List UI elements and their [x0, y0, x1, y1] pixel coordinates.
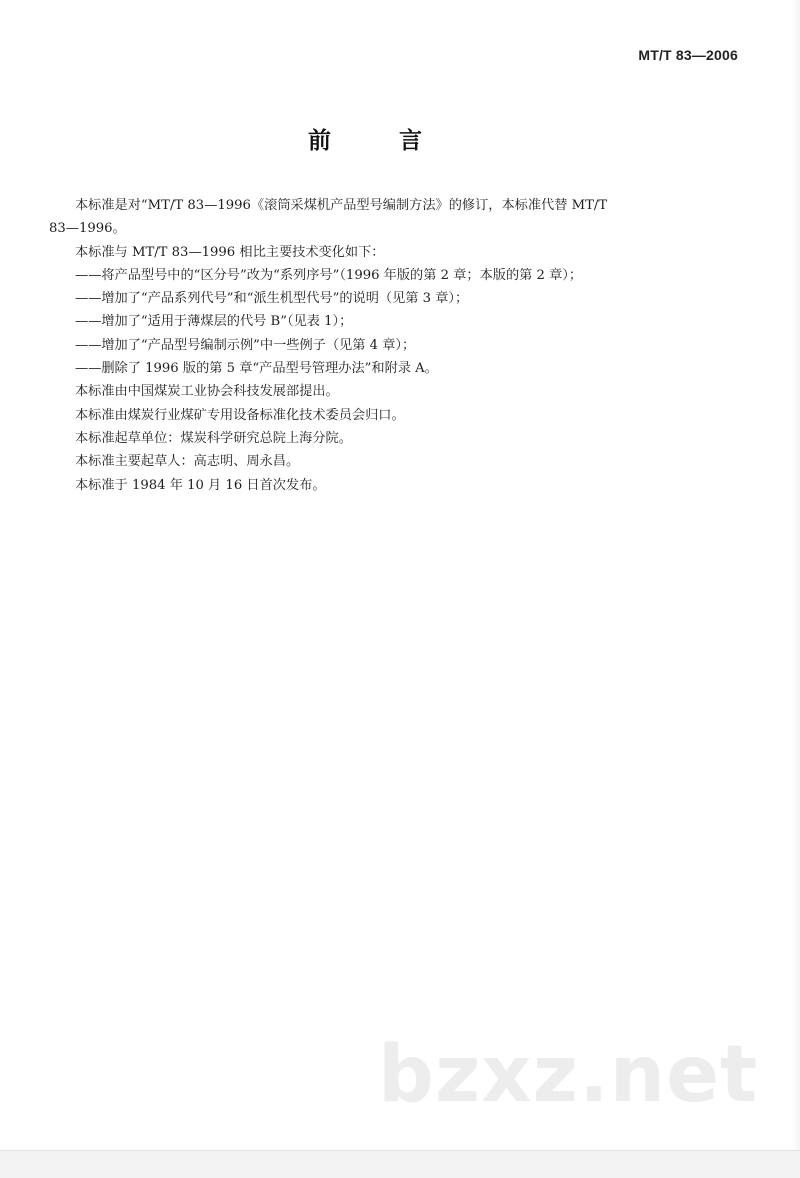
paragraph-proposer: 本标准由中国煤炭工业协会科技发展部提出。: [75, 384, 339, 400]
paragraph-revision-line1: 本标准是对“MT/T 83—1996《滚筒采煤机产品型号编制方法》的修订，本标准代替 MT/T: [75, 198, 608, 213]
standard-code-header: MT/T 83—2006: [638, 47, 738, 63]
paragraph-revision: [49, 194, 752, 241]
site-watermark: bzxz.net: [378, 1030, 759, 1120]
change-item-4: ——增加了“产品型号编制示例”中一些例子（见第 4 章）；: [75, 337, 416, 353]
paragraph-drafting-unit: 本标准起草单位：煤炭科学研究总院上海分院。: [75, 430, 352, 446]
page-bottom-strip: [0, 1150, 800, 1178]
page-title: 前 言: [307, 128, 452, 154]
paragraph-first-release: 本标准于 1984 年 10 月 16 日首次发布。: [75, 477, 326, 493]
paragraph-changes-intro: 本标准与 MT/T 83—1996 相比主要技术变化如下：: [75, 244, 385, 260]
change-item-1: ——将产品型号中的“区分号”改为“系列序号”（1996 年版的第 2 章；本版的第 2 章）；: [75, 267, 583, 283]
paragraph-committee: 本标准由煤炭行业煤矿专用设备标准化技术委员会归口。: [75, 407, 405, 423]
change-item-2: ——增加了“产品系列代号”和“派生机型代号”的说明（见第 3 章）；: [75, 291, 469, 307]
change-item-3: ——增加了“适用于薄煤层的代号 B”（见表 1）；: [75, 314, 353, 330]
page-edge-shadow: [792, 0, 800, 1177]
change-item-5: ——删除了 1996 版的第 5 章“产品型号管理办法”和附录 A。: [75, 361, 438, 377]
paragraph-revision-line2: 83—1996。: [49, 221, 126, 237]
foreword-body: [49, 194, 752, 497]
paragraph-drafters: 本标准主要起草人：高志明、周永昌。: [75, 454, 300, 470]
